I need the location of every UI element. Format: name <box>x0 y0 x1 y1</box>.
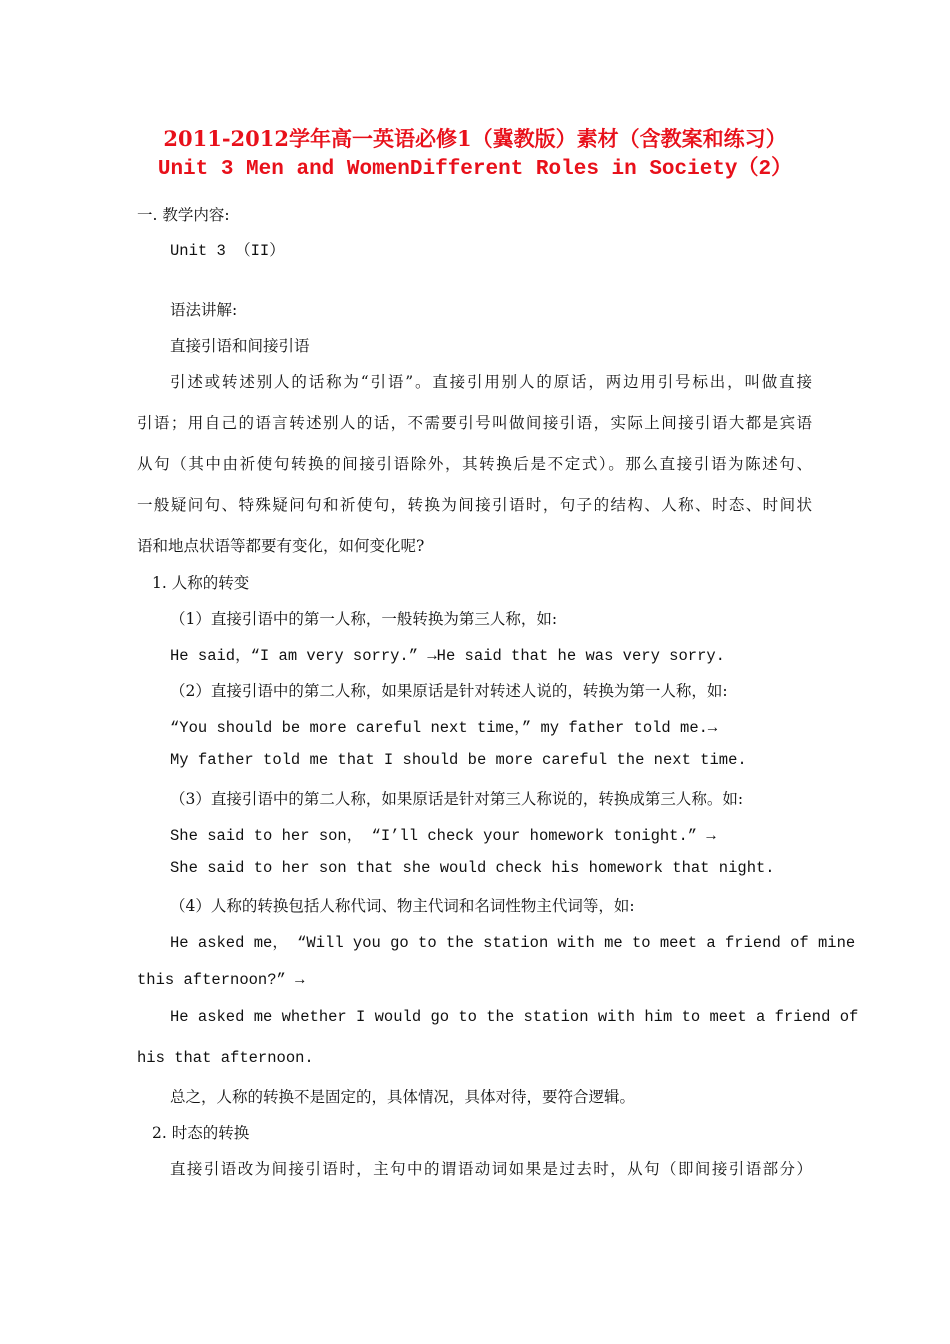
paragraph-line: 从句（其中由祈使句转换的间接引语除外，其转换后是不定式）。那么直接引语为陈述句、 <box>137 455 812 473</box>
rule-line: （1）直接引语中的第一人称，一般转换为第三人称，如: <box>170 610 558 628</box>
document-subtitle: Unit 3 Men and WomenDifferent Roles in Society（2） <box>157 158 793 181</box>
grammar-heading: 语法讲解: <box>170 301 238 319</box>
example-line: He said，“I am very sorry.” →He said that he was very sorry. <box>170 647 725 665</box>
example-line: He asked me， “Will you go to the station with me to meet a friend of mine <box>170 934 856 952</box>
rule-line: （3）直接引语中的第二人称，如果原话是针对第三人称说的，转换成第三人称。如: <box>170 790 744 808</box>
subheading-tense: 2. 时态的转换 <box>152 1124 250 1142</box>
example-line: She said to her son， “I’ll check your homework tonight.” → <box>170 827 716 845</box>
document-title: 2011-2012学年高一英语必修1（冀教版）素材（含教案和练习） <box>163 126 787 151</box>
subheading-person: 1. 人称的转变 <box>152 574 250 592</box>
example-line: My father told me that I should be more careful the next time. <box>170 751 747 769</box>
example-line: his that afternoon. <box>137 1049 314 1067</box>
paragraph-line: 引述或转述别人的话称为“引语”。直接引用别人的原话，两边用引号标出，叫做直接 <box>170 373 812 391</box>
paragraph-line: 一般疑问句、特殊疑问句和祈使句，转换为间接引语时，句子的结构、人称、时态、时间状 <box>137 496 812 514</box>
example-line: this afternoon?” → <box>137 971 305 989</box>
example-line: He asked me whether I would go to the station with him to meet a friend of <box>170 1008 859 1026</box>
section-heading-content: 一. 教学内容: <box>137 206 230 224</box>
paragraph-line: 引语；用自己的语言转述别人的话，不需要引号叫做间接引语，实际上间接引语大都是宾语 <box>137 414 812 432</box>
example-line: She said to her son that she would check his homework that night. <box>170 859 775 877</box>
rule-line: （2）直接引语中的第二人称，如果原话是针对转述人说的，转换为第一人称，如: <box>170 682 728 700</box>
rule-line: （4）人称的转换包括人称代词、物主代词和名词性物主代词等，如: <box>170 897 635 915</box>
topic-heading: 直接引语和间接引语 <box>170 337 310 355</box>
summary-line: 总之，人称的转换不是固定的，具体情况，具体对待，要符合逻辑。 <box>170 1088 636 1106</box>
paragraph-line: 直接引语改为间接引语时，主句中的谓语动词如果是过去时，从句（即间接引语部分） <box>170 1160 812 1178</box>
paragraph-line: 语和地点状语等都要有变化，如何变化呢? <box>137 537 425 555</box>
unit-label: Unit 3 （II） <box>170 242 285 260</box>
example-line: “You should be more careful next time，” my father told me.→ <box>170 719 718 737</box>
